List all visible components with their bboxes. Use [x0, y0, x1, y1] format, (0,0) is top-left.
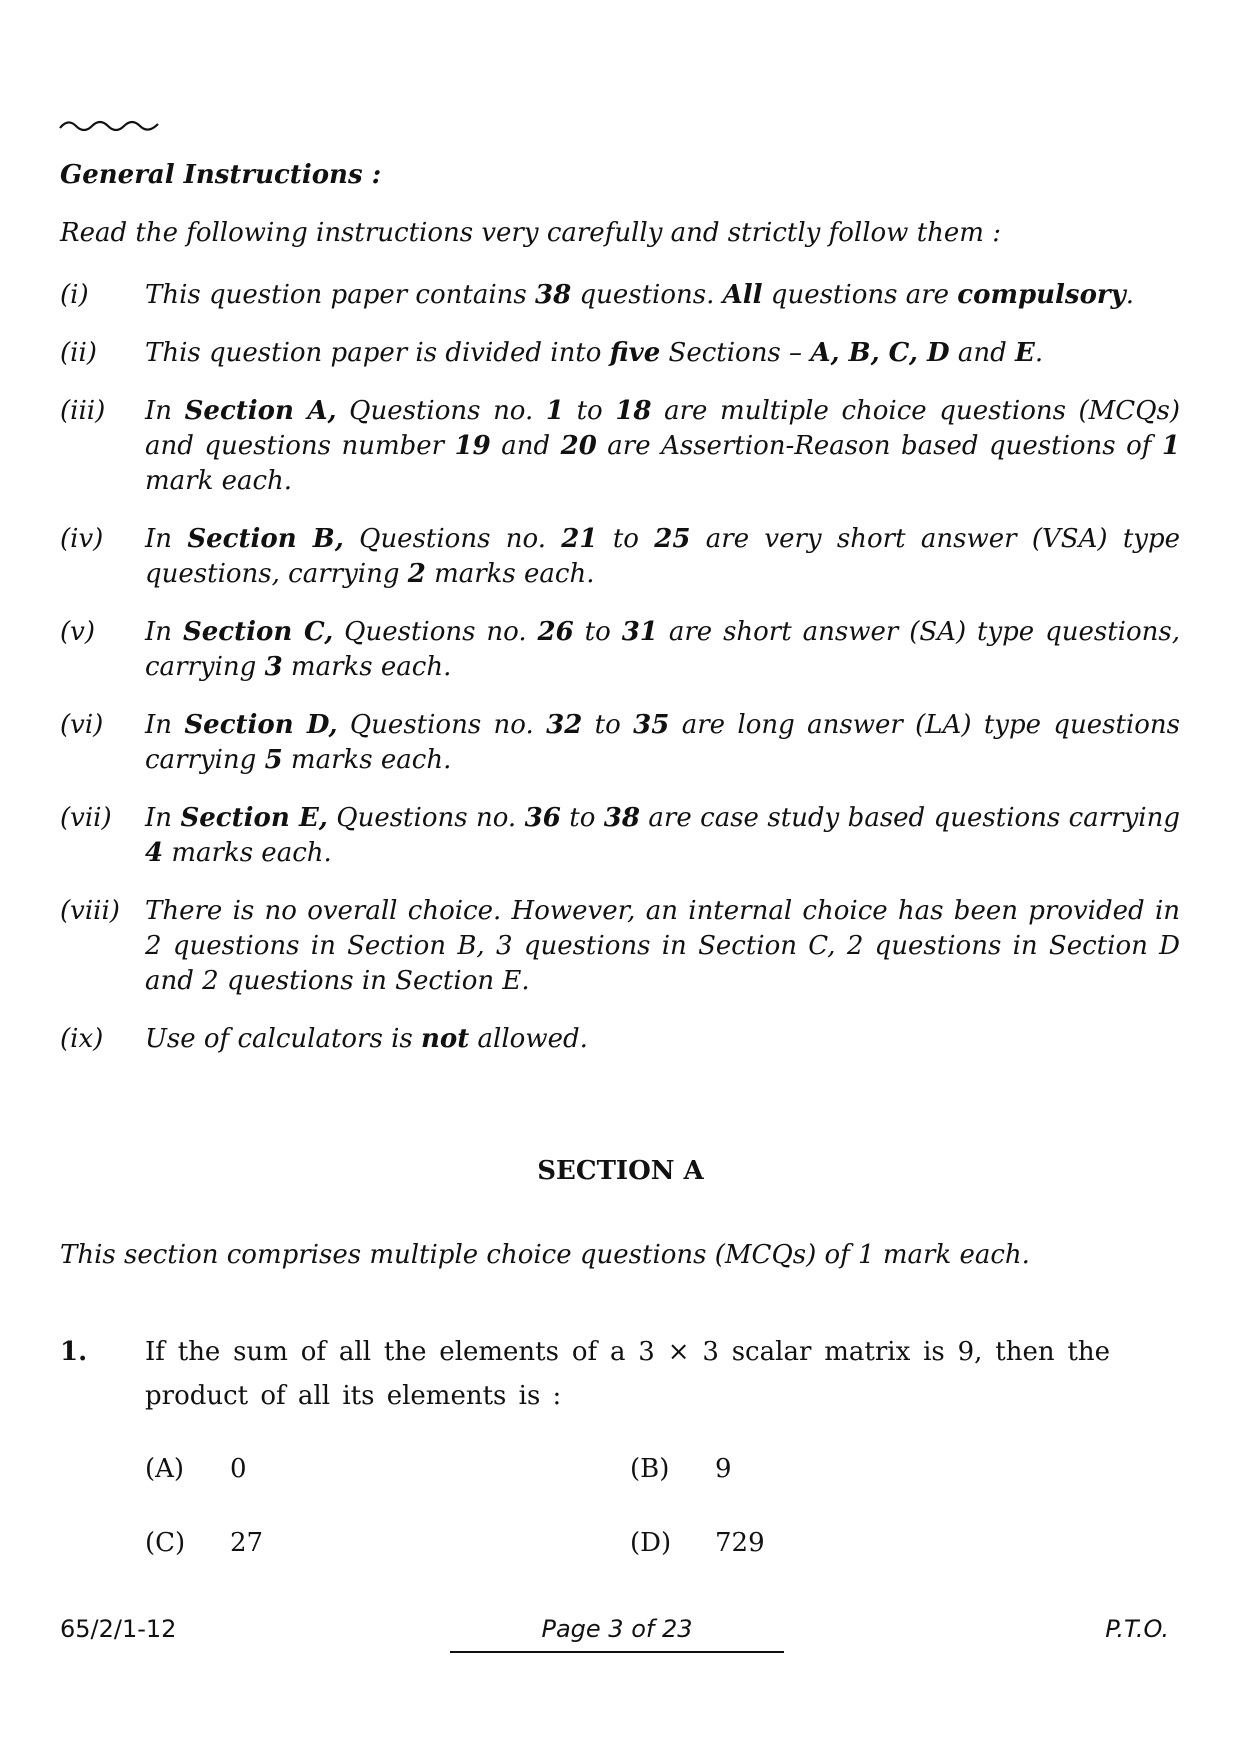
option-value: 729 — [715, 1528, 765, 1558]
instruction-item — [60, 394, 1180, 499]
instruction-number: (ix) — [60, 1024, 104, 1054]
option-b[interactable] — [630, 1454, 732, 1484]
instruction-item — [60, 801, 1180, 871]
option-c[interactable] — [145, 1528, 263, 1558]
instruction-text: In Section E, Questions no. 36 to 38 are case study based questions carrying 4 marks each. — [145, 803, 1180, 868]
instruction-number: (iv) — [60, 524, 104, 554]
instruction-number: (ii) — [60, 338, 97, 368]
instructions-title: General Instructions : — [60, 160, 382, 190]
wave-ornament-icon — [58, 116, 160, 136]
instruction-item — [60, 708, 1180, 778]
instruction-number: (vi) — [60, 710, 104, 740]
instruction-text: In Section A, Questions no. 1 to 18 are multiple choice questions (MCQs) and questions number 19 and 20 are Assertion-Reason based questions of 1 mark each. — [145, 396, 1181, 496]
instructions-intro: Read the following instructions very carefully and strictly follow them : — [60, 218, 1001, 248]
instruction-number: (i) — [60, 280, 89, 310]
option-value: 0 — [230, 1454, 247, 1484]
instruction-item — [60, 615, 1180, 685]
instruction-text: In Section C, Questions no. 26 to 31 are short answer (SA) type questions, carrying 3 marks each. — [145, 617, 1180, 682]
option-label: (B) — [630, 1454, 670, 1484]
question-number: 1. — [60, 1337, 88, 1367]
option-value: 9 — [715, 1454, 732, 1484]
instruction-item — [60, 894, 1180, 999]
instruction-number: (iii) — [60, 396, 106, 426]
question-text: If the sum of all the elements of a 3 × 3 scalar matrix is 9, then the product of all its elements is : — [145, 1337, 1110, 1411]
option-d[interactable] — [630, 1528, 765, 1558]
instruction-text: In Section D, Questions no. 32 to 35 are long answer (LA) type questions carrying 5 marks each. — [145, 710, 1180, 775]
option-label: (A) — [145, 1454, 185, 1484]
section-heading: SECTION A — [537, 1156, 704, 1186]
instruction-text: There is no overall choice. However, an internal choice has been provided in 2 questions in Section B, 3 questions in Section C, 2 questions in Section D and 2 questions in Section E. — [145, 896, 1180, 996]
pto-label: P.T.O. — [1105, 1615, 1169, 1643]
instruction-number: (vii) — [60, 803, 112, 833]
instruction-number: (v) — [60, 617, 95, 647]
question-1 — [60, 1330, 1110, 1418]
option-a[interactable] — [145, 1454, 247, 1484]
instruction-text: Use of calculators is not allowed. — [145, 1024, 588, 1054]
instruction-number: (viii) — [60, 896, 120, 926]
instruction-item — [60, 336, 1180, 371]
instruction-item — [60, 278, 1180, 313]
option-label: (C) — [145, 1528, 186, 1558]
page-number: Page 3 of 23 — [450, 1615, 784, 1653]
instruction-text: This question paper contains 38 questions. All questions are compulsory. — [145, 280, 1134, 310]
instruction-text: This question paper is divided into five Sections – A, B, C, D and E. — [145, 338, 1044, 368]
option-value: 27 — [230, 1528, 264, 1558]
instruction-item — [60, 1022, 1180, 1057]
instruction-item — [60, 522, 1180, 592]
option-label: (D) — [630, 1528, 672, 1558]
paper-code: 65/2/1-12 — [60, 1615, 177, 1643]
section-description: This section comprises multiple choice questions (MCQs) of 1 mark each. — [60, 1240, 1030, 1270]
instruction-text: In Section B, Questions no. 21 to 25 are very short answer (VSA) type questions, carrying 2 marks each. — [145, 524, 1181, 589]
